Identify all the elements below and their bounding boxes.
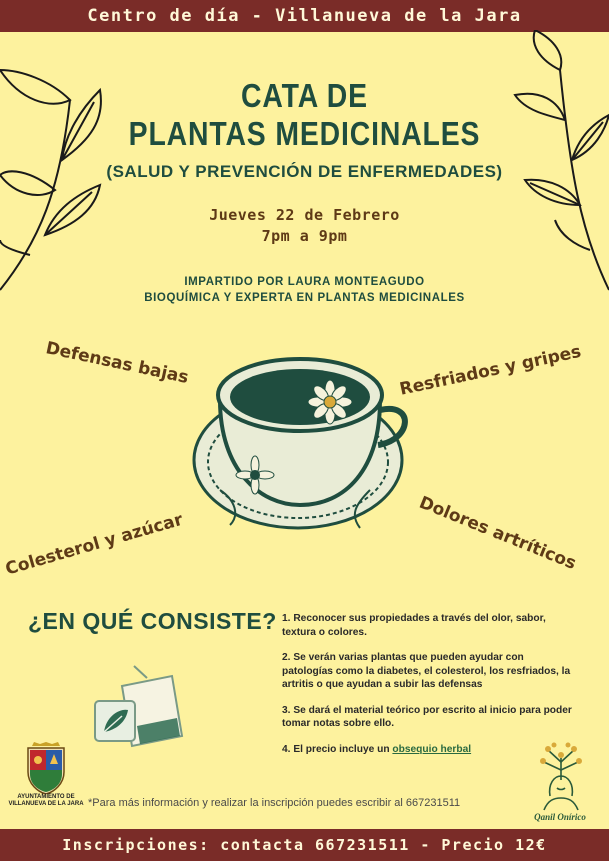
top-banner-text: Centro de día - Villanueva de la Jara — [87, 6, 522, 26]
town-crest-icon — [22, 742, 70, 794]
section-question: ¿EN QUÉ CONSISTE? — [28, 608, 277, 634]
tree-woman-logo-icon — [526, 740, 596, 812]
teacup-icon — [180, 340, 420, 540]
event-title-line2: PLANTAS MEDICINALES — [128, 115, 481, 152]
event-date: Jueves 22 de Febrero — [209, 206, 400, 224]
step-item: 2. Se verán varias plantas que pueden ayudar con patologías como la diabetes, el colesterol, los resfriados, la artritis o que ayudan a subir las defensas — [282, 652, 571, 690]
step-item: 3. Se dará el material teórico por escrito al inicio para poder tomar notas sobre ello. — [282, 704, 572, 729]
bottom-banner — [0, 829, 609, 861]
info-text: *Para más información y realizar la inscripción puedes escribir al 667231511 — [88, 797, 461, 809]
speaker-credentials: BIOQUÍMICA Y EXPERTA EN PLANTAS MEDICINALES — [144, 292, 465, 304]
obsequio-herbal-link[interactable]: obsequio herbal — [392, 743, 472, 755]
crest-label-line2: VILLANUEVA DE LA JARA — [8, 801, 84, 807]
tea-bag-icon — [92, 656, 192, 756]
brand-label: Qanil Onírico — [534, 812, 586, 822]
benefit-colesterol: Colesterol y azúcar — [3, 509, 186, 580]
crest-label-line1: AYUNTAMIENTO DE — [17, 794, 75, 800]
event-time: 7pm a 9pm — [261, 227, 348, 245]
step-4-text: 4. El precio incluye un — [282, 743, 393, 755]
event-title-line1: CATA DE — [241, 77, 368, 114]
bottom-banner-text: Inscripciones: contacta 667231511 - Precio 12€ — [62, 836, 547, 854]
benefit-defensas: Defensas bajas — [43, 338, 191, 389]
top-banner — [0, 0, 609, 32]
step-item: 1. Reconocer sus propiedades a través del olor, sabor, textura o colores. — [282, 613, 546, 638]
crest-label — [6, 794, 86, 808]
speaker-name: IMPARTIDO POR LAURA MONTEAGUDO — [184, 276, 425, 288]
benefit-resfriados: Resfriados y gripes — [397, 341, 583, 400]
benefit-dolores: Dolores artríticos — [416, 492, 579, 574]
event-subtitle: (SALUD Y PREVENCIÓN DE ENFERMEDADES) — [106, 162, 503, 181]
